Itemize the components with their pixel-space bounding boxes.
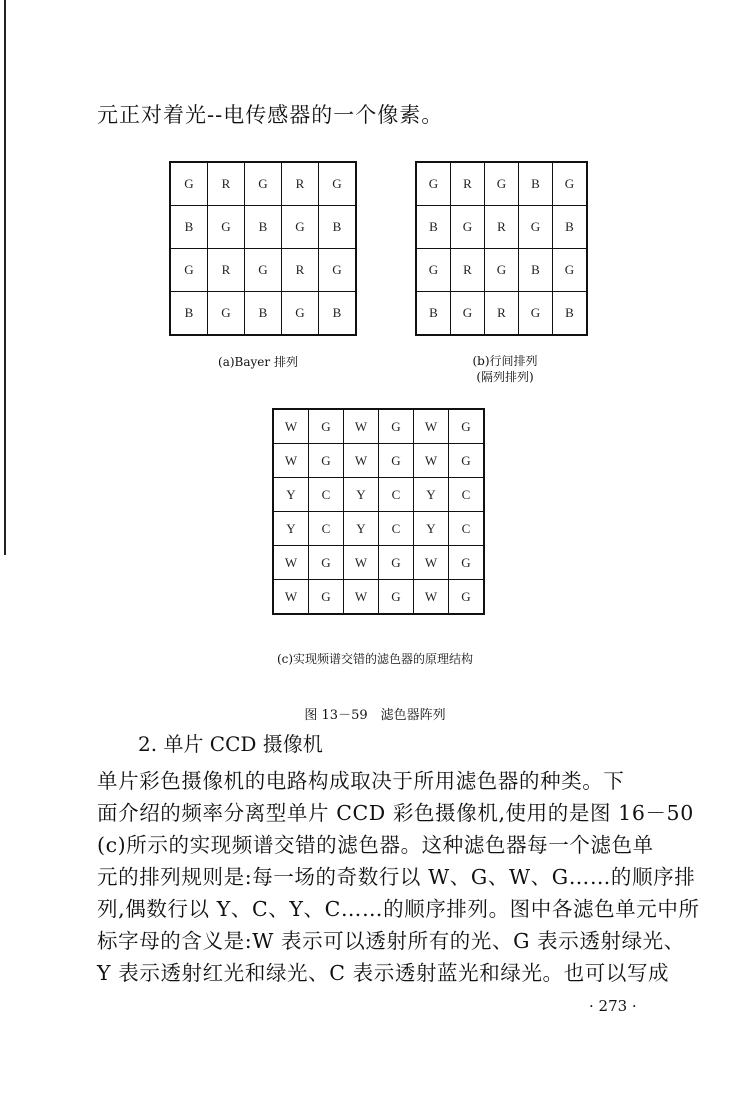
- filter-cell: B: [519, 162, 553, 206]
- filter-cell: G: [309, 546, 344, 580]
- filter-cell: G: [282, 292, 319, 336]
- filter-cell: B: [170, 206, 208, 249]
- paragraph-line: 标字母的含义是:W 表示可以透射所有的光、G 表示透射绿光、: [97, 929, 685, 953]
- filter-cell: B: [319, 206, 357, 249]
- grid-row: [416, 206, 587, 249]
- grid-row: [273, 512, 484, 546]
- filter-cell: C: [449, 512, 485, 546]
- filter-cell: B: [416, 206, 451, 249]
- filter-cell: B: [245, 292, 282, 336]
- filter-cell: G: [208, 292, 245, 336]
- caption-interline-sub: (隔列排列): [476, 370, 534, 384]
- grid-row: [170, 249, 356, 292]
- filter-cell: G: [379, 580, 414, 615]
- filter-cell: W: [273, 546, 309, 580]
- filter-cell: R: [485, 292, 519, 336]
- filter-cell: R: [282, 249, 319, 292]
- grid-row: [170, 162, 356, 206]
- filter-cell: W: [414, 444, 449, 478]
- filter-cell: Y: [273, 478, 309, 512]
- filter-cell: W: [414, 409, 449, 444]
- filter-cell: G: [282, 206, 319, 249]
- caption-spectrum-interleave: (c)实现频谱交错的滤色器的原理结构: [276, 652, 474, 666]
- filter-cell: B: [319, 292, 357, 336]
- filter-cell: G: [485, 162, 519, 206]
- filter-cell: B: [519, 249, 553, 292]
- filter-cell: G: [208, 206, 245, 249]
- filter-cell: G: [319, 249, 357, 292]
- grid-row: [416, 292, 587, 336]
- filter-cell: G: [309, 444, 344, 478]
- paragraph-line: 单片彩色摄像机的电路构成取决于所用滤色器的种类。下: [97, 769, 625, 793]
- filter-cell: C: [309, 512, 344, 546]
- filter-cell: G: [449, 444, 485, 478]
- filter-cell: W: [273, 409, 309, 444]
- grid-row: [273, 409, 484, 444]
- paragraph-line: 列,偶数行以 Y、C、Y、C……的顺序排列。图中各滤色单元中所: [97, 897, 700, 921]
- filter-cell: W: [414, 580, 449, 615]
- filter-cell: R: [451, 162, 485, 206]
- filter-cell: G: [449, 580, 485, 615]
- filter-cell: B: [553, 206, 588, 249]
- caption-bayer: (a)Bayer 排列: [218, 355, 298, 369]
- page-margin-line: [4, 0, 6, 555]
- paragraph-line: 元的排列规则是:每一场的奇数行以 W、G、W、G……的顺序排: [97, 865, 696, 889]
- filter-cell: C: [379, 478, 414, 512]
- grid-row: [416, 162, 587, 206]
- filter-cell: G: [485, 249, 519, 292]
- paragraph-line: Y 表示透射红光和绿光、C 表示透射蓝光和绿光。也可以写成: [97, 961, 670, 985]
- filter-cell: W: [344, 580, 379, 615]
- filter-cell: G: [170, 249, 208, 292]
- filter-cell: G: [309, 409, 344, 444]
- paragraph-line: (c)所示的实现频谱交错的滤色器。这种滤色器每一个滤色单: [97, 833, 654, 857]
- filter-cell: G: [553, 249, 588, 292]
- filter-cell: G: [379, 444, 414, 478]
- filter-cell: W: [273, 444, 309, 478]
- filter-cell: G: [553, 162, 588, 206]
- filter-cell: R: [208, 249, 245, 292]
- filter-cell: G: [379, 546, 414, 580]
- filter-cell: G: [245, 249, 282, 292]
- page-number: · 273 ·: [589, 997, 637, 1015]
- filter-cell: W: [344, 409, 379, 444]
- bayer-filter-grid: [169, 161, 357, 336]
- grid-row: [273, 478, 484, 512]
- filter-cell: G: [449, 409, 485, 444]
- top-text-line: 元正对着光--电传感器的一个像素。: [97, 103, 444, 127]
- grid-row: [170, 292, 356, 336]
- filter-cell: G: [319, 162, 357, 206]
- filter-cell: G: [379, 409, 414, 444]
- filter-cell: G: [449, 546, 485, 580]
- filter-cell: R: [282, 162, 319, 206]
- filter-cell: G: [309, 580, 344, 615]
- grid-row: [273, 580, 484, 615]
- grid-row: [273, 444, 484, 478]
- figure-title: 图 13－59 滤色器阵列: [304, 708, 446, 723]
- filter-cell: B: [170, 292, 208, 336]
- filter-cell: G: [451, 292, 485, 336]
- filter-cell: Y: [344, 478, 379, 512]
- filter-cell: W: [273, 580, 309, 615]
- interline-filter-grid: [415, 161, 588, 336]
- filter-cell: G: [416, 162, 451, 206]
- filter-cell: Y: [344, 512, 379, 546]
- grid-row: [170, 206, 356, 249]
- caption-interline: (b)行间排列: [472, 354, 538, 368]
- paragraph-line: 面介绍的频率分离型单片 CCD 彩色摄像机,使用的是图 16－50: [97, 801, 694, 825]
- filter-cell: W: [414, 546, 449, 580]
- filter-cell: G: [519, 292, 553, 336]
- filter-cell: B: [416, 292, 451, 336]
- filter-cell: R: [485, 206, 519, 249]
- filter-cell: B: [553, 292, 588, 336]
- filter-cell: Y: [414, 512, 449, 546]
- filter-cell: G: [451, 206, 485, 249]
- filter-cell: C: [379, 512, 414, 546]
- filter-cell: R: [208, 162, 245, 206]
- section-heading: 2. 单片 CCD 摄像机: [138, 732, 323, 756]
- grid-row: [273, 546, 484, 580]
- filter-cell: C: [309, 478, 344, 512]
- filter-cell: Y: [414, 478, 449, 512]
- filter-cell: C: [449, 478, 485, 512]
- filter-cell: R: [451, 249, 485, 292]
- filter-cell: G: [245, 162, 282, 206]
- spectrum-interleave-filter-grid: [272, 408, 485, 615]
- filter-cell: G: [519, 206, 553, 249]
- filter-cell: G: [170, 162, 208, 206]
- filter-cell: G: [416, 249, 451, 292]
- grid-row: [416, 249, 587, 292]
- filter-cell: W: [344, 546, 379, 580]
- filter-cell: B: [245, 206, 282, 249]
- filter-cell: Y: [273, 512, 309, 546]
- filter-cell: W: [344, 444, 379, 478]
